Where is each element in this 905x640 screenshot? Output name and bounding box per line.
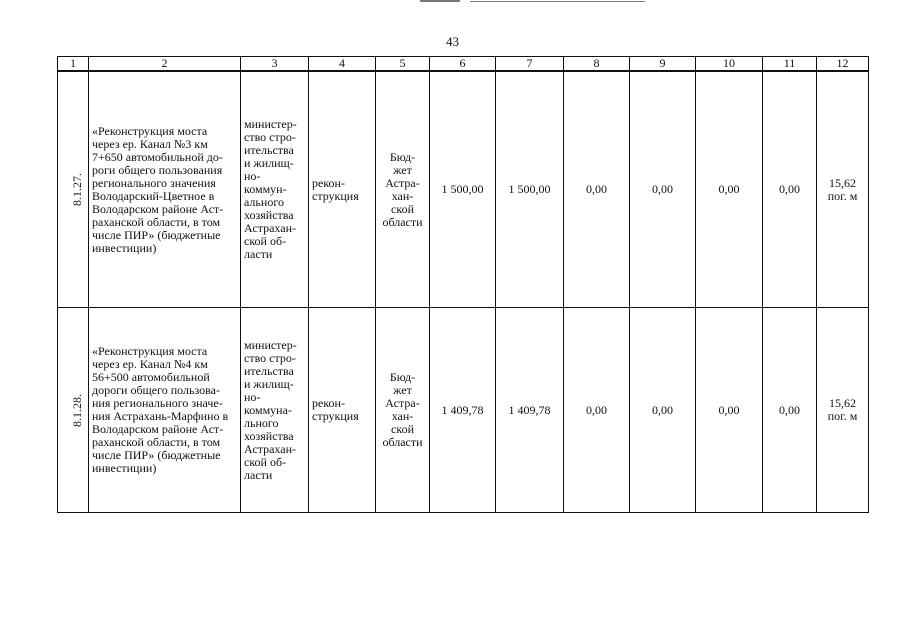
row-number-cell bbox=[58, 308, 89, 513]
value-cell: 1 409,78 bbox=[496, 308, 564, 513]
scan-artifact-line bbox=[420, 0, 460, 2]
value-cell: 0,00 bbox=[696, 71, 763, 308]
column-header: 10 bbox=[696, 57, 763, 72]
column-header: 9 bbox=[630, 57, 696, 72]
table-row bbox=[58, 71, 869, 308]
column-header: 11 bbox=[763, 57, 817, 72]
value-cell: 0,00 bbox=[763, 308, 817, 513]
value-cell: 0,00 bbox=[630, 71, 696, 308]
value-cell: 0,00 bbox=[630, 308, 696, 513]
value-cell: 0,00 bbox=[564, 308, 630, 513]
column-header: 3 bbox=[241, 57, 309, 72]
work-type-cell: рекон- струкция bbox=[309, 71, 376, 308]
funding-source-cell: Бюд- жет Астра- хан- ской области bbox=[376, 71, 430, 308]
scan-artifact-line bbox=[470, 1, 645, 2]
column-header: 12 bbox=[817, 57, 869, 72]
executor-cell: министер- ство стро- ительства и жилищ- но- коммуна- льного хозяйства Астрахан- ской об- ласти bbox=[241, 308, 309, 513]
table-header-row bbox=[58, 57, 869, 72]
column-header: 8 bbox=[564, 57, 630, 72]
value-cell: 1 409,78 bbox=[430, 308, 496, 513]
capacity-cell: 15,62 пог. м bbox=[817, 71, 869, 308]
row-number-cell bbox=[58, 71, 89, 308]
row-number: 8.1.27. bbox=[70, 173, 84, 206]
value-cell: 1 500,00 bbox=[496, 71, 564, 308]
value-cell: 1 500,00 bbox=[430, 71, 496, 308]
column-header: 2 bbox=[89, 57, 241, 72]
column-header: 6 bbox=[430, 57, 496, 72]
value-cell: 0,00 bbox=[564, 71, 630, 308]
value-cell: 0,00 bbox=[696, 308, 763, 513]
object-name-cell: «Реконструкция моста через ер. Канал №4 км 56+500 автомобильной дороги общего пользова- ния регионального значе- ния Астрахань-Марфино в Володарском районе Аст- раханской области, в том числе ПИР» (бюджетные инвестиции) bbox=[89, 308, 241, 513]
page-number: 43 bbox=[446, 34, 459, 49]
column-header: 5 bbox=[376, 57, 430, 72]
capacity-cell: 15,62 пог. м bbox=[817, 308, 869, 513]
value-cell: 0,00 bbox=[763, 71, 817, 308]
column-header: 7 bbox=[496, 57, 564, 72]
column-header: 1 bbox=[58, 57, 89, 72]
work-type-cell: рекон- струкция bbox=[309, 308, 376, 513]
executor-cell: министер- ство стро- ительства и жилищ- но- коммун- ального хозяйства Астрахан- ской об- ласти bbox=[241, 71, 309, 308]
column-header: 4 bbox=[309, 57, 376, 72]
object-name-cell: «Реконструкция моста через ер. Канал №3 км 7+650 автомобильной до- роги общего пользования регионального значения Володарский-Цветное в Володарском районе Аст- раханской области, в том числе ПИР» (бюджетные инвестиции) bbox=[89, 71, 241, 308]
table-row bbox=[58, 308, 869, 513]
row-number: 8.1.28. bbox=[70, 393, 84, 427]
budget-table bbox=[57, 56, 869, 513]
funding-source-cell: Бюд- жет Астра- хан- ской области bbox=[376, 308, 430, 513]
